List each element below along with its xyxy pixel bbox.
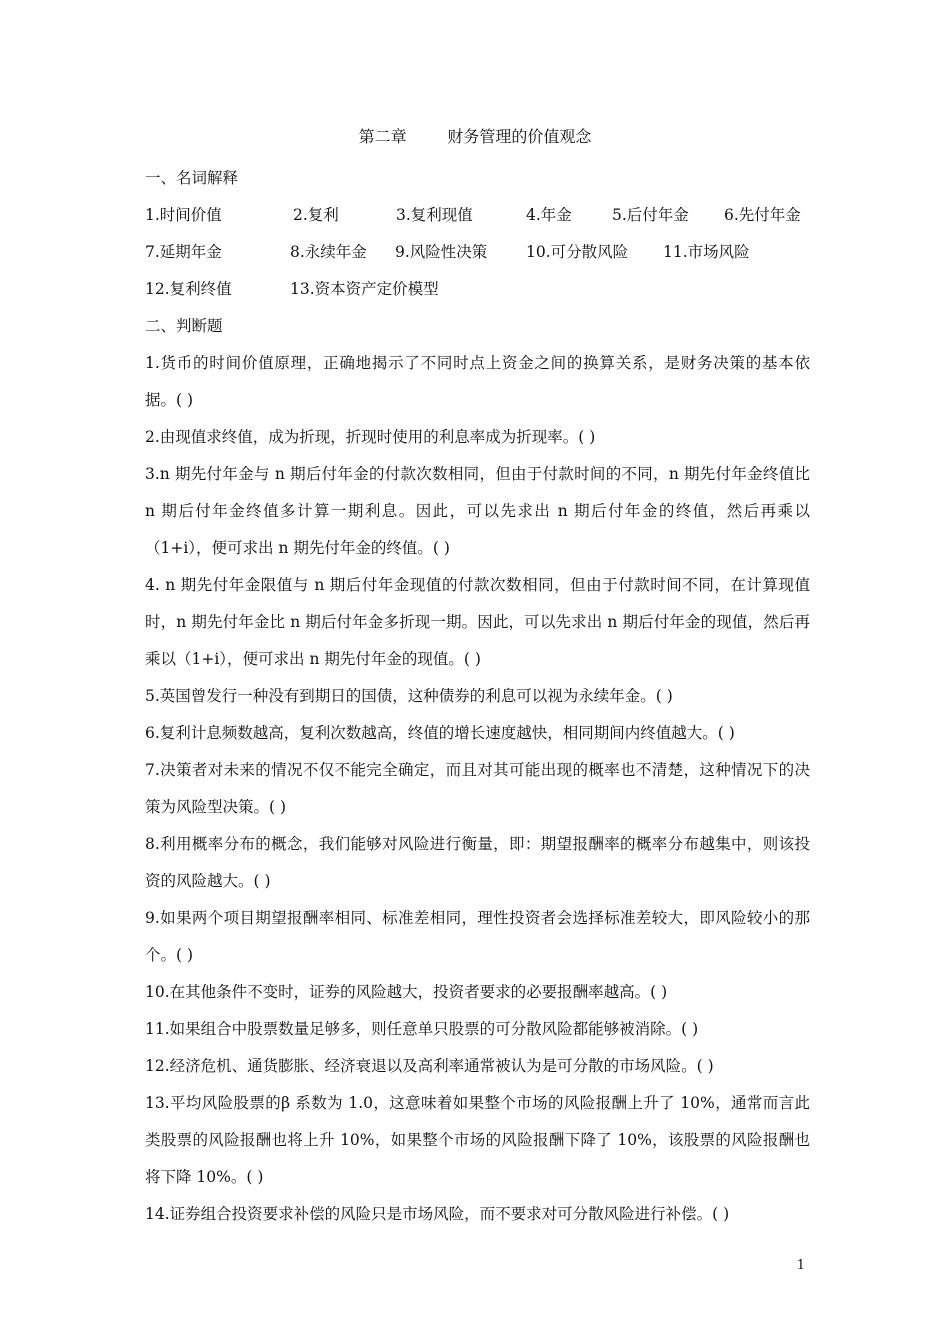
term-item: 11.市场风险 [663,243,750,261]
term-item: 4.年金 [526,206,572,224]
question-item: 10.在其他条件不变时，证券的风险越大，投资者要求的必要报酬率越高。( ) [145,983,668,1001]
question-item: 6.复利计息频数越高，复利次数越高，终值的增长速度越快，相同期间内终值越大。( ) [145,724,735,742]
question-item: 1.货币的时间价值原理，正确地揭示了不同时点上资金之间的换算关系，是财务决策的基本依据。( ) [145,354,810,409]
term-item: 10.可分散风险 [526,243,629,261]
section-heading-judgement: 二、判断题 [145,317,223,335]
question-item: 9.如果两个项目期望报酬率相同、标准差相同，理性投资者会选择标准差较大，即风险较小的那个。( ) [145,909,810,964]
terms-row-1 [145,197,810,234]
section-heading-terms: 一、名词解释 [145,169,239,187]
terms-row-2 [145,234,810,271]
question-item: 14.证券组合投资要求补偿的风险只是市场风险，而不要求对可分散风险进行补偿。( ) [145,1205,730,1223]
question-item: 12.经济危机、通货膨胀、经济衰退以及高利率通常被认为是可分散的市场风险。( ) [145,1057,714,1075]
term-item: 5.后付年金 [612,206,689,224]
term-item: 2.复利 [293,206,339,224]
question-item: 7.决策者对未来的情况不仅不能完全确定，而且对其可能出现的概率也不清楚，这种情况下的决策为风险型决策。( ) [145,761,810,816]
term-item: 1.时间价值 [145,206,222,224]
chapter-title: 第二章 财务管理的价值观念 [358,127,592,146]
question-item: 3.n 期先付年金与 n 期后付年金的付款次数相同，但由于付款时间的不同，n 期先付年金终值比 n 期后付年金终值多计算一期利息。因此，可以先求出 n 期后付年金的终值，然后再乘以（1+i），便可求出 n 期先付年金的终值。( ) [145,465,810,557]
question-item: 5.英国曾发行一种没有到期日的国债，这种债券的利息可以视为永续年金。( ) [145,687,673,705]
page-content [145,160,810,1233]
term-item: 12.复利终值 [145,280,232,298]
question-item: 4. n 期先付年金限值与 n 期后付年金现值的付款次数相同，但由于付款时间不同，在计算现值时，n 期先付年金比 n 期后付年金多折现一期。因此，可以先求出 n 期后付年金的现值，然后再乘以（1+i），便可求出 n 期先付年金的现值。( ) [145,576,810,668]
question-item: 13.平均风险股票的β 系数为 1.0，这意味着如果整个市场的风险报酬上升了 10%，通常而言此类股票的风险报酬也将上升 10%，如果整个市场的风险报酬下降了 10%，该股票的风险报酬也将下降 10%。( ) [145,1094,810,1186]
question-item: 2.由现值求终值，成为折现，折现时使用的利息率成为折现率。( ) [145,428,596,446]
question-item: 8.利用概率分布的概念，我们能够对风险进行衡量，即：期望报酬率的概率分布越集中，则该投资的风险越大。( ) [145,835,810,890]
term-item: 9.风险性决策 [395,243,488,261]
term-item: 13.资本资产定价模型 [290,280,439,298]
terms-row-3 [145,271,810,308]
term-item: 8.永续年金 [290,243,367,261]
term-item: 7.延期年金 [145,243,222,261]
page-number: 1 [796,1258,805,1273]
term-item: 6.先付年金 [724,206,801,224]
term-item: 3.复利现值 [396,206,473,224]
question-item: 11.如果组合中股票数量足够多，则任意单只股票的可分散风险都能够被消除。( ) [145,1020,699,1038]
